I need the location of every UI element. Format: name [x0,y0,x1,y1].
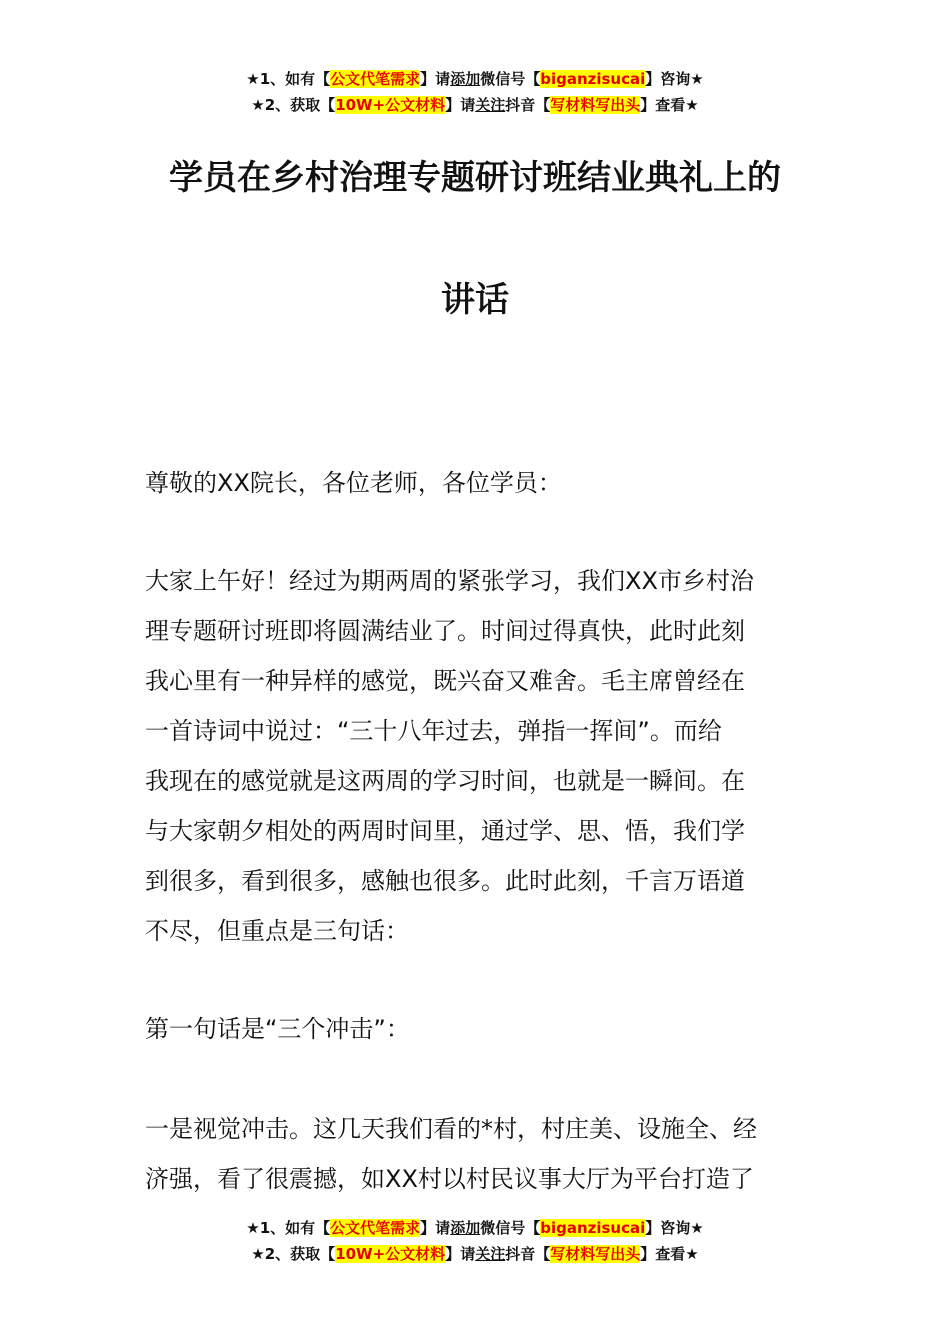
banner-text: 微信号【 [480,70,541,88]
banner-line-1 [0,66,950,92]
banner-text: 抖音【 [505,96,551,114]
banner-highlight-wechat-id: biganzisucai [540,1219,646,1237]
banner-text: 】查看★ [640,1245,699,1263]
banner-text: 】请 [420,70,451,88]
banner-underlined-text: 关注 [475,96,506,114]
paragraph-line: 大家上午好！经过为期两周的紧张学习，我们XX市乡村治 [145,567,754,595]
banner-text: 】请 [445,1245,476,1263]
point-paragraph [145,1104,810,1204]
banner-text: 】查看★ [640,96,699,114]
paragraph-line: 我心里有一种异样的感觉，既兴奋又难舍。毛主席曾经在 [145,667,745,695]
document-title-line-2: 讲话 [441,280,509,320]
banner-highlight-wechat-id: biganzisucai [540,70,646,88]
banner-text: ★1、如有【 [246,70,331,88]
banner-text: ★2、获取【 [251,96,336,114]
banner-text: 】请 [445,96,476,114]
banner-line-1 [0,1215,950,1241]
salutation: 尊敬的XX院长，各位老师，各位学员： [145,469,562,497]
banner-text: 】咨询★ [645,70,704,88]
header-banner [0,66,950,118]
banner-text: 】咨询★ [645,1219,704,1237]
banner-highlight-materials: 10W+公文材料 [335,1245,446,1263]
banner-underlined-text: 添加 [450,1219,481,1237]
banner-text: ★1、如有【 [246,1219,331,1237]
paragraph-line: 一是视觉冲击。这几天我们看的*村，村庄美、设施全、经 [145,1115,757,1143]
banner-line-2 [0,92,950,118]
banner-highlight-service: 公文代笔需求 [330,70,421,88]
banner-line-2 [0,1241,950,1267]
paragraph-line: 我现在的感觉就是这两周的学习时间，也就是一瞬间。在 [145,767,745,795]
banner-text: ★2、获取【 [251,1245,336,1263]
paragraph-line: 一首诗词中说过：“三十八年过去，弹指一挥间”。而给 [145,717,722,745]
paragraph-line: 与大家朝夕相处的两周时间里，通过学、思、悟，我们学 [145,817,745,845]
banner-highlight-douyin-id: 写材料写出头 [550,1245,641,1263]
paragraph-line: 济强，看了很震撼，如XX村以村民议事大厅为平台打造了 [145,1165,754,1193]
banner-text: 】请 [420,1219,451,1237]
paragraph-line: 理专题研讨班即将圆满结业了。时间过得真快，此时此刻 [145,617,745,645]
banner-text: 抖音【 [505,1245,551,1263]
paragraph-line: 不尽，但重点是三句话： [145,917,409,945]
footer-banner [0,1215,950,1267]
main-paragraph [145,556,810,956]
paragraph-line: 到很多，看到很多，感触也很多。此时此刻，千言万语道 [145,867,745,895]
banner-highlight-materials: 10W+公文材料 [335,96,446,114]
banner-highlight-service: 公文代笔需求 [330,1219,421,1237]
banner-underlined-text: 添加 [450,70,481,88]
first-sentence-heading: 第一句话是“三个冲击”： [145,1015,410,1043]
document-title-line-1: 学员在乡村治理专题研讨班结业典礼上的 [169,158,781,198]
banner-underlined-text: 关注 [475,1245,506,1263]
banner-highlight-douyin-id: 写材料写出头 [550,96,641,114]
banner-text: 微信号【 [480,1219,541,1237]
